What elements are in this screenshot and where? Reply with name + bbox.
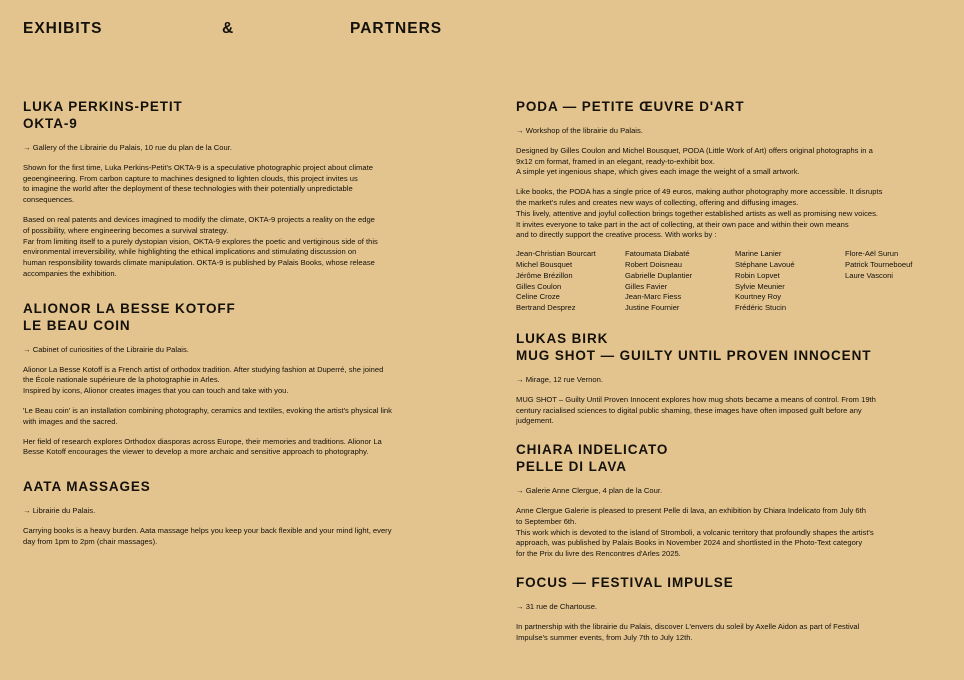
partner-title: PELLE DI LAVA [516,459,627,475]
artist-name: Gabrielle Duplantier [625,270,693,280]
partner-festival-impulse [516,574,941,643]
names-column [625,249,735,314]
artist-name: Bertrand Desprez [516,303,576,313]
partner-paragraph: Designed by Gilles Coulon and Michel Bousquet, PODA (Little Work of Art) offers original photographs in a 9x12 cm format, framed in an elegant, ready-to-exhibit box. A simple yet ingenious shape, which gives each image the weight of a small artwork. [516,145,873,177]
exhibit-artist: ALIONOR LA BESSE KOTOFF [23,300,236,316]
partner-paragraph: In partnership with the librairie du Palais, discover L'envers du soleil by Axelle Aidon as part of Festival Impulse's summer events, from July 7th to July 12th. [516,621,860,642]
partner-location: → Galerie Anne Clergue, 4 plan de la Cour. [516,486,663,496]
artist-name: Flore-Aël Surun [845,249,899,259]
header-partners: PARTNERS [350,20,443,37]
artist-name: Justine Fournier [625,303,680,313]
exhibit-paragraph: Shown for the first time, Luka Perkins-Petit's OKTA-9 is a speculative photographic project about climate geoengineering. From carbon capture to machines designed to lighten clouds, this project invites us to imagine the world after the deployment of these technologies with their potentially unpredictable consequences. [23,162,373,205]
artist-name: Celine Croze [516,292,560,302]
partner-pelle-di-lava [516,441,941,560]
partner-location: → Workshop of the librairie du Palais. [516,126,643,135]
artist-name: Stéphane Lavoué [735,259,795,269]
exhibit-title: AATA MASSAGES [23,479,151,495]
artist-name: Jérôme Brézillon [516,270,573,280]
artist-name: Robin Lopvet [735,270,780,280]
artist-name: Gilles Favier [625,281,668,291]
names-column [735,249,845,314]
left-column [23,98,448,548]
exhibit-paragraph: Alionor La Besse Kotoff is a French artist of orthodox tradition. After studying fashion at Duperré, she joined the École nationale supérieure de la photographie in Arles. Inspired by icons, Alionor creates images that you can touch and take with you. [23,364,384,396]
artist-name: Robert Doisneau [625,259,682,269]
header-ampersand: & [222,20,235,37]
artist-name: Kourtney Roy [735,292,782,302]
right-column [516,98,941,643]
partner-artist: CHIARA INDELICATO [516,442,669,458]
artist-name: Fatoumata Diabaté [625,249,690,259]
header-exhibits: EXHIBITS [23,20,103,37]
exhibit-okta9 [23,98,448,280]
artist-name: Frédéric Stucin [735,303,787,313]
partner-paragraph: Like books, the PODA has a single price of 49 euros, making author photography more accessible. It disrupts the market's rules and creates new ways of collecting, offering and diffusing images. This lively, attentive and joyful collection brings together established artists as well as promising new voices. It invites everyone to take part in the act of collecting, at their own pace and within their own means and to directly support the creative process. With works by : [516,187,883,240]
exhibit-paragraph: Carrying books is a heavy burden. Aata massage helps you keep your back flexible and your mind light, every day from 1pm to 2pm (chair massages). [23,525,392,546]
artist-name: Gilles Coulon [516,281,562,291]
partner-location: → Mirage, 12 rue Vernon. [516,374,603,384]
exhibit-paragraph: Based on real patents and devices imagined to modify the climate, OKTA-9 projects a reality on the edge of possibility, where engineering becomes a survival strategy. Far from limiting itself to a purely dystopian vision, OKTA-9 explores the poetic and vertiginous side of this environmental irreversibility, while highlighting the ethical implications and stimulating discussion on human responsibility towards climate manipulation. OKTA-9 is published by Palais Books, whose release accompanies the exhibition. [23,214,378,278]
artist-name: Jean-Marc Fiess [625,292,682,302]
partner-paragraph: MUG SHOT – Guilty Until Proven Innocent explores how mug shots became a means of control. From 19th century racialised sciences to digital public shaming, these images have often imposed guilt before any judgement. [516,394,876,426]
artist-name: Marine Lanier [735,249,782,259]
names-column [516,249,625,314]
exhibit-location: → Cabinet of curiosities of the Librairie du Palais. [23,344,189,354]
partner-location: → 31 rue de Chartouse. [516,601,598,611]
exhibit-location: → Librairie du Palais. [23,506,96,516]
exhibit-title: LE BEAU COIN [23,317,131,333]
partner-title: PODA — PETITE ŒUVRE D'ART [516,99,745,114]
exhibit-artist: LUKA PERKINS-PETIT [23,99,183,114]
exhibit-location: → Gallery of the Librairie du Palais, 10 rue du plan de la Cour. [23,143,232,152]
exhibit-le-beau-coin [23,300,448,458]
artist-name: Jean-Christian Bourcart [516,249,596,259]
artist-names-grid [516,249,941,314]
artist-name: Sylvie Meunier [735,281,785,291]
exhibit-paragraph: Her field of research explores Orthodox diasporas across Europe, their memories and traditions. Alionor La Besse Kotoff encourages the viewer to develop a more archaic and sensitive approach to photography. [23,436,382,457]
exhibit-title: OKTA-9 [23,116,78,131]
partner-title: FOCUS — FESTIVAL IMPULSE [516,574,734,590]
partner-title: MUG SHOT — GUILTY UNTIL PROVEN INNOCENT [516,347,872,363]
artist-name: Michel Bousquet [516,259,573,269]
exhibit-aata-massages [23,478,448,547]
artist-name: Patrick Tourneboeuf [845,259,913,269]
partner-mug-shot [516,330,941,427]
exhibit-paragraph: 'Le Beau coin' is an installation combining photography, ceramics and textiles, evoking the artist's physical link with images and the sacred. [23,405,392,426]
partner-poda [516,98,941,314]
artist-name: Laure Vasconi [845,270,893,280]
names-column [845,249,941,314]
partner-artist: LUKAS BIRK [516,330,609,346]
partner-paragraph: Anne Clergue Galerie is pleased to present Pelle di lava, an exhibition by Chiara Indelicato from July 6th to September 6th. This work which is devoted to the island of Stromboli, a volcanic territory that profoundly shapes the artist's approach, was published by Palais Books in November 2024 and shortlisted in the Photo-Text category for the Prix du livre des Rencontres d'Arles 2025. [516,505,874,559]
